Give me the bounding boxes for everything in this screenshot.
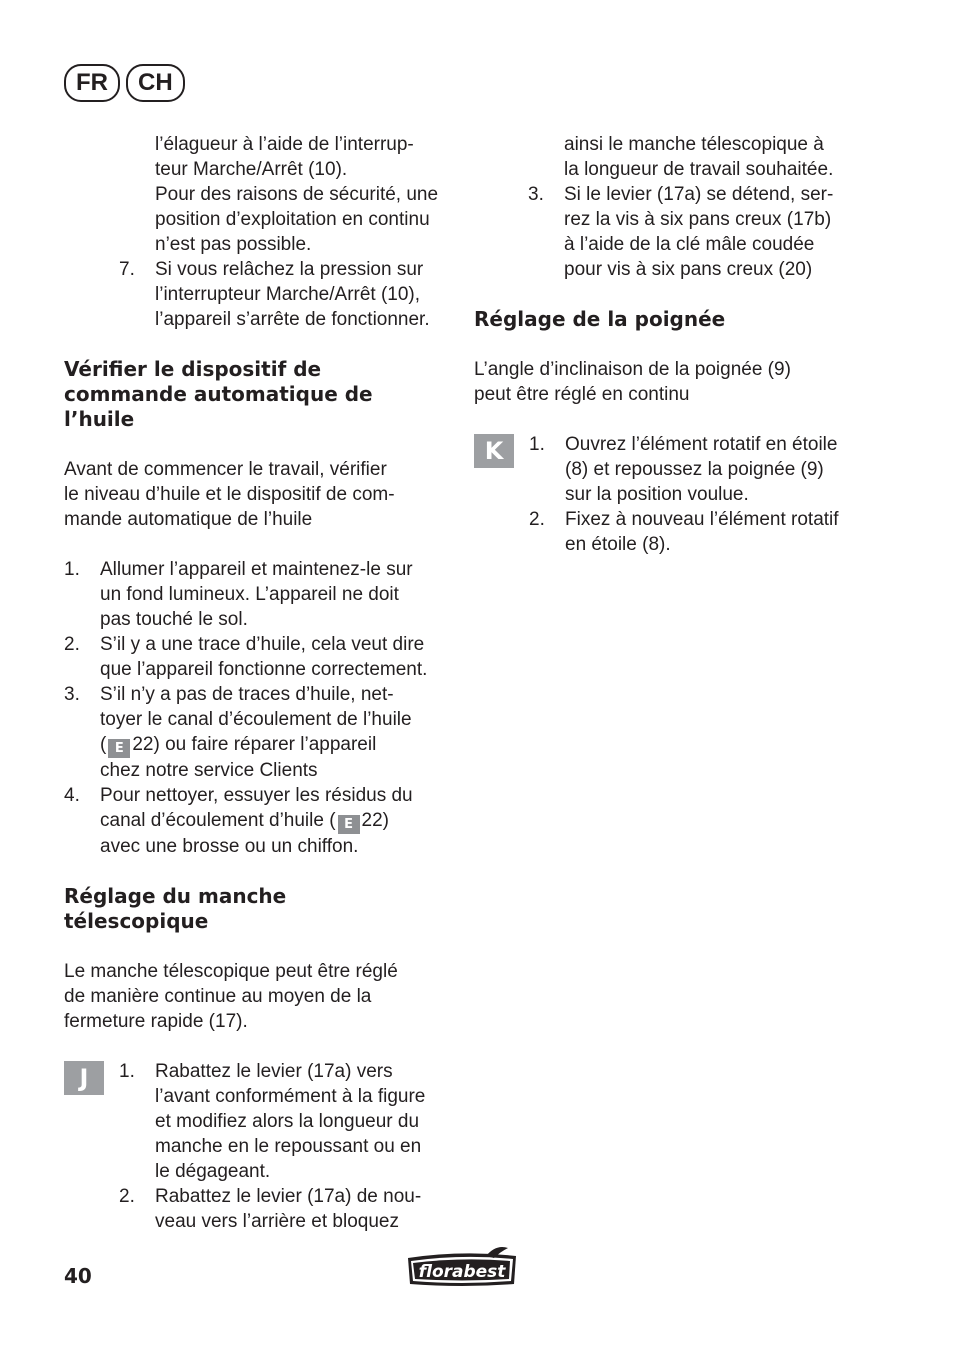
text-line: à l’aide de la clé mâle coudée xyxy=(564,234,815,255)
section-heading-oil xyxy=(64,357,454,432)
heading-line: commande automatique de xyxy=(64,382,373,406)
text-line: Fixez à nouveau l’élément rotatif xyxy=(565,509,839,530)
text-line: chez notre service Clients xyxy=(100,760,318,781)
text-line: veau vers l’arrière et bloquez xyxy=(155,1211,399,1232)
text-line: ainsi le manche télescopique à xyxy=(564,134,824,155)
text-line: l’interrupteur Marche/Arrêt (10), xyxy=(155,284,421,305)
list-number: 2. xyxy=(529,509,545,530)
text-line: en étoile (8). xyxy=(565,534,671,555)
list-number: 3. xyxy=(528,184,544,205)
text-line: Rabattez le levier (17a) vers xyxy=(155,1061,393,1082)
text-line: Si vous relâchez la pression sur xyxy=(155,259,424,280)
text-line: de manière continue au moyen de la xyxy=(64,986,372,1007)
text-line: teur Marche/Arrêt (10). xyxy=(155,159,348,180)
list-item xyxy=(119,1059,454,1184)
figure-reference-icon: E xyxy=(338,815,360,834)
right-column xyxy=(474,132,864,557)
text-line: avec une brosse ou un chiffon. xyxy=(100,836,359,857)
text-line: pas touché le sol. xyxy=(100,609,248,630)
text-line: Le manche télescopique peut être réglé xyxy=(64,961,398,982)
list-item xyxy=(64,682,454,783)
list-item xyxy=(64,632,454,682)
heading-line: l’huile xyxy=(64,407,135,431)
text-line: S’il y a une trace d’huile, cela veut dire xyxy=(100,634,425,655)
text-line: Avant de commencer le travail, vérifier xyxy=(64,459,387,480)
text-line: ( E 22) ou faire réparer l’appareil xyxy=(100,734,377,756)
text-line: l’avant conformément à la figure xyxy=(155,1086,426,1107)
florabest-logo xyxy=(404,1244,520,1290)
text-line: n’est pas possible. xyxy=(155,234,312,255)
list-item xyxy=(64,257,454,332)
text-line: et modifiez alors la longueur du xyxy=(155,1111,420,1132)
oil-steps-list xyxy=(64,557,454,859)
text-line: la longueur de travail souhaitée. xyxy=(564,159,834,180)
text-line: pour vis à six pans creux (20) xyxy=(564,259,813,280)
list-number: 2. xyxy=(119,1186,135,1207)
section-heading-telescopic xyxy=(64,884,454,934)
continued-paragraph xyxy=(474,132,864,182)
heading-line: Vérifier le dispositif de xyxy=(64,357,322,381)
list-number: 1. xyxy=(529,434,545,455)
text-line: que l’appareil fonctionne correctement. xyxy=(100,659,428,680)
figure-marker-j: J xyxy=(64,1061,104,1095)
language-badge-fr: FR xyxy=(64,64,120,102)
text-line: Allumer l’appareil et maintenez-le sur xyxy=(100,559,413,580)
language-badges xyxy=(64,64,185,100)
text-line: L’angle d’inclinaison de la poignée (9) xyxy=(474,359,791,380)
list-item xyxy=(529,507,864,557)
telescopic-steps xyxy=(64,1059,454,1234)
text-line: Ouvrez l’élément rotatif en étoile xyxy=(565,434,838,455)
text-line: canal d’écoulement d’huile ( E 22) xyxy=(100,810,390,832)
list-number: 1. xyxy=(64,559,80,580)
text-line: sur la position voulue. xyxy=(565,484,749,505)
grip-intro-paragraph xyxy=(474,357,864,407)
oil-intro-paragraph xyxy=(64,457,454,532)
list-item xyxy=(529,432,864,507)
intro-paragraph xyxy=(64,132,454,257)
text-line: l’appareil s’arrête de fonctionner. xyxy=(155,309,430,330)
text-line: position d’exploitation en continu xyxy=(155,209,430,230)
figure-reference-icon: E xyxy=(108,739,130,758)
logo-text: florabest xyxy=(418,1262,506,1282)
text-line: le niveau d’huile et le dispositif de com- xyxy=(64,484,395,505)
list-number: 1. xyxy=(119,1061,135,1082)
list-number: 4. xyxy=(64,785,80,806)
text-line: Si le levier (17a) se détend, ser- xyxy=(564,184,834,205)
text-line: fermeture rapide (17). xyxy=(64,1011,248,1032)
telescopic-intro-paragraph xyxy=(64,959,454,1034)
text-line: rez la vis à six pans creux (17b) xyxy=(564,209,832,230)
list-number: 2. xyxy=(64,634,80,655)
page-number: 40 xyxy=(64,1264,92,1288)
list-item xyxy=(474,182,864,282)
text-line: manche en le repoussant ou en xyxy=(155,1136,422,1157)
text-line: toyer le canal d’écoulement de l’huile xyxy=(100,709,412,730)
heading-line: Réglage du manche xyxy=(64,884,287,908)
text-line: Pour nettoyer, essuyer les résidus du xyxy=(100,785,413,806)
list-number: 3. xyxy=(64,684,80,705)
left-column xyxy=(64,132,454,1234)
text-line: S’il n’y a pas de traces d’huile, net- xyxy=(100,684,394,705)
text-line: (8) et repoussez la poignée (9) xyxy=(565,459,824,480)
list-number: 7. xyxy=(119,259,135,280)
language-badge-ch: CH xyxy=(126,64,185,102)
text-line: mande automatique de l’huile xyxy=(64,509,313,530)
list-item xyxy=(64,557,454,632)
list-item xyxy=(64,783,454,859)
text-line: un fond lumineux. L’appareil ne doit xyxy=(100,584,399,605)
grip-steps xyxy=(474,432,864,557)
figure-marker-k: K xyxy=(474,434,514,468)
text-line: Pour des raisons de sécurité, une xyxy=(155,184,439,205)
text-line: l’élagueur à l’aide de l’interrup- xyxy=(155,134,414,155)
heading-line: télescopique xyxy=(64,909,209,933)
section-heading-grip: Réglage de la poignée xyxy=(474,307,726,331)
text-line: Rabattez le levier (17a) de nou- xyxy=(155,1186,422,1207)
list-item xyxy=(119,1184,454,1234)
text-line: peut être réglé en continu xyxy=(474,384,690,405)
text-line: le dégageant. xyxy=(155,1161,271,1182)
